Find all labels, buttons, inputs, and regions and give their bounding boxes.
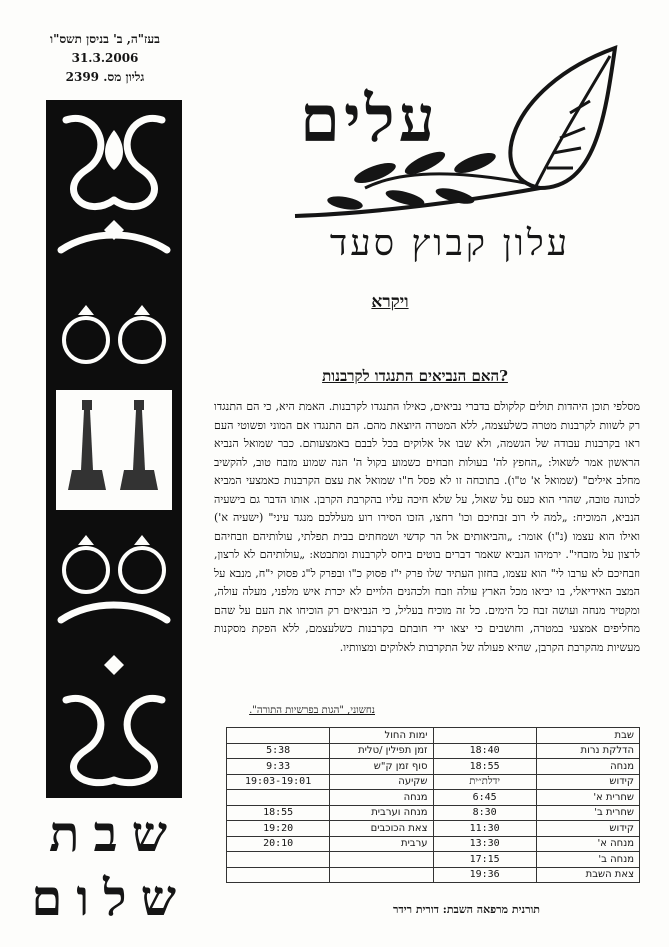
shabbat-label: קידוש	[536, 774, 639, 790]
table-row	[227, 790, 640, 806]
shabbat-time: 18:55	[433, 759, 536, 775]
weekday-time	[227, 867, 330, 883]
weekday-time: 18:55	[227, 805, 330, 821]
weekday-time: 19:03-19:01	[227, 774, 330, 790]
table-row	[227, 805, 640, 821]
weekday-label: צאת הכוכבים	[330, 821, 433, 837]
table-row	[227, 867, 640, 883]
shabbat-header: שבת	[536, 728, 639, 744]
shabbat-label: מנחה א'	[536, 836, 639, 852]
weekday-time: 19:20	[227, 821, 330, 837]
hebrew-date: בעז"ה, ב' בניסן תשס"ו	[50, 32, 160, 46]
shabbat-label: מנחה ב'	[536, 852, 639, 868]
weekday-label: מנחה וערבית	[330, 805, 433, 821]
ornament-pattern	[46, 100, 182, 798]
gregorian-date: 31.3.2006	[71, 51, 139, 65]
shabbat-shalom-greeting	[31, 802, 190, 930]
table-row	[227, 836, 640, 852]
ornamental-border	[46, 100, 182, 798]
weekday-time	[227, 852, 330, 868]
table-row	[227, 821, 640, 837]
weekday-time: 5:38	[227, 743, 330, 759]
greeting-line-shabbat: שבת	[49, 804, 181, 863]
article-body	[214, 398, 640, 657]
issue-number: גליון מס. 2399	[65, 70, 145, 84]
table-row	[227, 774, 640, 790]
weekday-label	[330, 852, 433, 868]
clinic-duty-note: תורנית מרפאה השבת: דורית רידר	[393, 903, 540, 916]
shabbat-time: ידלת״ית	[433, 774, 536, 790]
article-source: נחשוני, "הגות בפרשיות התורה".	[249, 705, 375, 716]
weekday-header: ימות החול	[330, 728, 433, 744]
shabbat-label: הדלקת נרות	[536, 743, 639, 759]
article-paragraph: מסלפי תוכן היהדות תולים קלקולם בדברי נביאים, כאילו התנגדו לקרבנות. האמת היא, כי הם התנגדו רק לשוות לקרבנות מטרה כשלעצמה, ללא המטרה היוצאת מהם. הם התנגדו אם המוני ופשוטי העם ראו בקרבנות עבודה של הגשמה, ולא שבו אל אלוקים בכל לבבם באמצעותם. כבר שמואל הנביא הראשון אמר לשאול: „החפץ לה' בעולות וזבחים כשמוע בקול ה' הנה שמוע מזבח טוב, להקשיב מחלב אילים" (שמואל א' ט"ו). בתוכחה זו לא פסל ח"ו שמואל את עצם הקרבנות כאמצעי המביא לכוונה טובה, שהרי הוא כעס על שאול, על שלא חיכה עליו בהקרבת הקרבן. אותו הדבר גם בישעיה הנביא, המוכיח: „למה לי רוב זבחיכם וכו' רחצו, הזכו הסירו רוע מעללכם מנגד עיני" (ישעיה א') ואילו הוא עצמו (נ"ו) אומר: „והביאותים אל הר קדשי ושמחתים בבית תפלתי, עולותיהם וזבחיהם לרצון על מזבחי". ירמיהו הנביא שאמר דברים בוטים ביחס לקרבנות ומתבטא: „עולותיהם לא לרצון, וזבחיכם לא ערבו לי" הוא עצמו, בחזון העתיד שלו פרק י"ז פסוק כ"ו ובפרק ל"ג פסוק י"ח, מנבא על המצב האידיאלי, בו יביאו מכל הארץ עולה וזבח ולכהנים הלויים לא יכרת איש מלפני, מעלה עולה, ומקטיר מנחה ועושה זבח כל הימים. כל זה מוכיח בעליל, כי הנביאים רק הוכיחו את העם על שהם מחליפים אמצעי במטרה, וחושבים כי יצאו ידי חובתם בקרבנות כשלעצמם, ללא הפקת מסקנות מעשיות מהקרבת הקרבן, שהיא פעולה של התקרבות לאלוקים ומצוותיו.	[214, 400, 640, 654]
issue-header	[40, 30, 170, 87]
newsletter-subtitle: עלון קבוץ סעד	[329, 223, 571, 264]
parasha-name: ויקרא	[371, 292, 409, 312]
weekday-time	[227, 790, 330, 806]
weekday-label: זמן תפילין /טלית	[330, 743, 433, 759]
shabbat-time: 11:30	[433, 821, 536, 837]
shabbat-time: 13:30	[433, 836, 536, 852]
shabbat-time: 18:40	[433, 743, 536, 759]
weekday-label: שקיעה	[330, 774, 433, 790]
shabbat-time: 6:45	[433, 790, 536, 806]
prayer-times-table	[226, 727, 640, 883]
table-row	[227, 743, 640, 759]
table-body	[227, 743, 640, 883]
table-header-row	[227, 728, 640, 744]
article-title: ?האם הנביאים התנגדו לקרבנות	[322, 367, 508, 385]
weekday-time: 20:10	[227, 836, 330, 852]
shabbat-label: מנחה	[536, 759, 639, 775]
weekday-label	[330, 867, 433, 883]
shabbat-time: 8:30	[433, 805, 536, 821]
shabbat-label: קידוש	[536, 821, 639, 837]
table-row	[227, 852, 640, 868]
greeting-line-shalom: שלום	[31, 868, 190, 927]
weekday-label: ערבית	[330, 836, 433, 852]
shabbat-label: צאת השבת	[536, 867, 639, 883]
shabbat-time: 19:36	[433, 867, 536, 883]
shabbat-label: שחרית א'	[536, 790, 639, 806]
table-row	[227, 759, 640, 775]
logo-title: עלים	[300, 82, 439, 157]
weekday-time: 9:33	[227, 759, 330, 775]
weekday-label: מנחה	[330, 790, 433, 806]
weekday-label: סוף זמן ק"ש	[330, 759, 433, 775]
shabbat-label: שחרית ב'	[536, 805, 639, 821]
shabbat-time: 17:15	[433, 852, 536, 868]
